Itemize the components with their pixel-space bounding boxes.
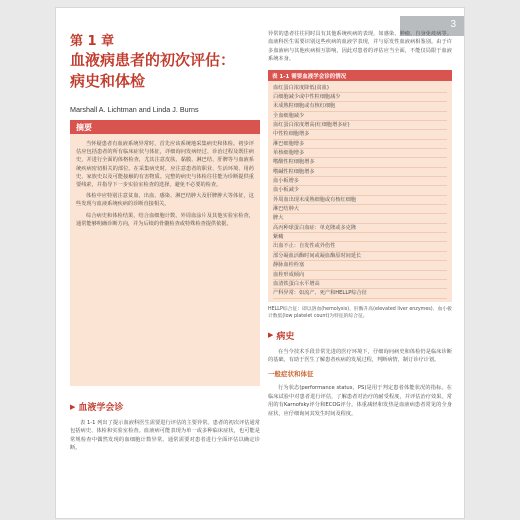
- table-item: 中性粒细胞增多: [273, 130, 447, 139]
- abstract-heading: 摘要: [70, 120, 260, 134]
- chapter-label: 第 1 章: [70, 34, 115, 49]
- right-column: [268, 30, 452, 418]
- abstract-box: [70, 134, 260, 386]
- abstract-paragraph: 当怀疑患者有血液系统异常时，首先应该系统地采集病史和体检。初步评估应包括患者的所有临床症状与体征，详细询问发病经过、诊治过程及既往病史，并进行全面的体格检查，尤其注意皮肤、黏膜、淋巴结、肝脾等与血液系统疾病密切相关的部位。在采集病史时，应注意患者的职业、生活环境、用药史、家族史以及可能接触的有害物质。完整的病史与体检往往能为诊断提供重要线索，并指导下一步实验室检查的选择，避免不必要的检查。: [76, 141, 254, 189]
- table-item: 出血不止：自发性或外伤性: [273, 242, 447, 251]
- history-heading: [268, 329, 452, 342]
- table-item: 淋巴结肿大: [273, 205, 447, 214]
- table-item: 血红蛋白浓度增高(红细胞增多症): [273, 121, 447, 130]
- table-item: 外周血出现未成熟细胞或有核红细胞: [273, 196, 447, 205]
- table-item: 紫癜: [273, 233, 447, 242]
- section-bullet-icon: ▶: [70, 402, 76, 411]
- table-item: 嗜酸性粒细胞增多: [273, 158, 447, 167]
- blood-consult-heading: [70, 400, 260, 413]
- section-bullet-icon: ▶: [268, 331, 274, 340]
- table-item: 血清铁蛋白水平增高: [273, 280, 447, 289]
- subsection-heading: 一般症状和体征: [268, 370, 314, 379]
- table-item: 血小板减少: [273, 186, 447, 195]
- table-item: 高丙种球蛋白血症：单克隆或多克隆: [273, 224, 447, 233]
- table-item: 单核细胞增多: [273, 149, 447, 158]
- authors: Marshall A. Lichtman and Linda J. Burns: [70, 105, 199, 114]
- chapter-title-line2: 病史和体检: [70, 72, 146, 90]
- history-text: 在当今技术手段非常先进的医疗环境下，仔细询问病史和体检仍是临床诊断的基础，有助于医生了解患者疾病的发展过程，判断病情，制订诊疗计划。: [268, 348, 452, 363]
- abstract-paragraph: 体检中应特别注意贫血、出血、感染、淋巴结肿大及肝脾肿大等体征，这些发现与血液系统疾病的诊断直接相关。: [76, 193, 254, 208]
- table-item: 血栓形成倾向: [273, 271, 447, 280]
- table-item: 嗜碱性粒细胞增多: [273, 168, 447, 177]
- table-item: 淋巴细胞增多: [273, 140, 447, 149]
- document-page: [56, 8, 464, 518]
- table-title: 表 1-1 需要血液学会诊的情况: [268, 70, 452, 81]
- left-column: [70, 30, 260, 453]
- table-item: 未成熟粒细胞或有核红细胞: [273, 102, 447, 111]
- page-number: 3: [450, 19, 456, 30]
- table-item: 白细胞减少或中性粒细胞减少: [273, 93, 447, 102]
- table-item: 脾大: [273, 214, 447, 223]
- abstract-paragraph: 综合病史和体检结果，结合血细胞计数、外周血涂片及其他实验室检查，通常能够明确诊断方向，并为后续的骨髓检查或特殊检查提供依据。: [76, 212, 254, 227]
- table-item: 血小板增多: [273, 177, 447, 186]
- table-note: HELLP综合征：即以溶血(hemolysis)、肝酶升高(elevated liver enzymes)、血小板计数低(low platelet count)为特征的综合征。: [268, 306, 452, 320]
- table-list: [268, 81, 452, 302]
- chapter-title-line1: 血液病患者的初次评估：: [70, 51, 236, 69]
- blood-consult-text: 表 1-1 列出了提示血液科医生需要进行评估的主要异常。患者的初次评估通常包括病史、体检和实验室检查。血液病可能表现为单一或多种临床症状，也可能是常规检查中偶然发现的血细胞计数异常。通常需要对患者进行全面评估以确定诊断。: [70, 420, 260, 452]
- history-title: 病史: [276, 331, 295, 342]
- table-item: 全血细胞减少: [273, 112, 447, 121]
- table-item: 产科异常：如流产、死产和HELLP综合征: [273, 289, 447, 298]
- table-item: 部分凝血活酶时间或凝血酶原时间延长: [273, 252, 447, 261]
- right-intro-text: 异常的患者往往同时具有其他系统疾病的表现，如感染、肿瘤、自身免疫病等。血液科医生需要识别这些疾病的血液学表现，并与原发性血液病相鉴别。由于许多血液病与其他疾病相互影响，因此对患者的评估应当全面，不能仅局限于血液系统本身。: [268, 31, 452, 63]
- subsection-text: 行为状态(performance status，PS)是用于判定患者体能状况的指标。在临床试验中对患者进行评估，了解患者对治疗的耐受程度，并评估治疗效果。常用的有Karnofsky评分和ECOG评分。体重减轻和发热是血液病患者常见的全身症状，应仔细询问其发生时间及程度。: [268, 385, 452, 417]
- blood-consult-title: 血液学会诊: [78, 403, 124, 413]
- table-item: 血红蛋白浓度降低(贫血): [273, 84, 447, 93]
- table-1-1: [268, 70, 452, 302]
- table-item: 静脉血栓栓塞: [273, 261, 447, 270]
